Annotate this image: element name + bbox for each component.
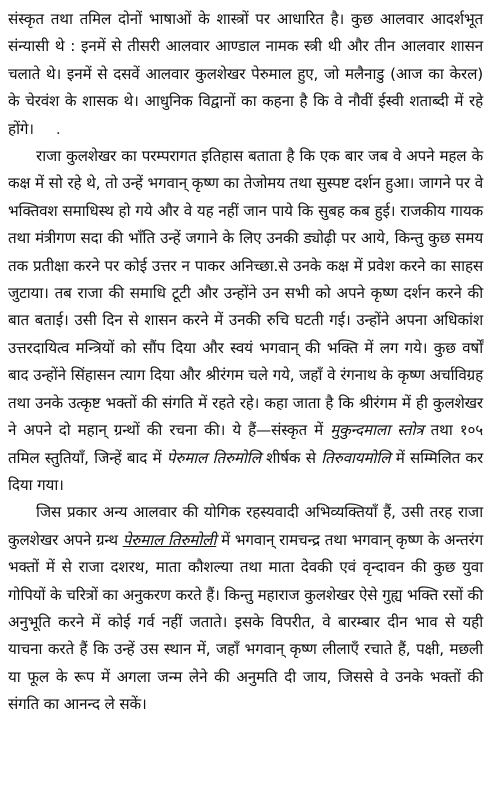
- paragraph-history-text-b: तथा १०५ तमिल स्तुतियाँ, जिन्हें बाद में: [8, 421, 484, 467]
- paragraph-aalvar-intro-text: संस्कृत तथा तमिल दोनों भाषाओं के शास्त्रों पर आधारित है। कुछ आलवार आदर्शभूत संन्यासी थे : इनमें से तीसरी आलवार आण्डाल नामक स्त्री थी और तीन आलवार शासन चलाते थे। इनमें से दसवें आलवार कुलशेखर पेरुमाल हुए, जो मलैनाडु (आज का केरल) के चेरवंश के शासक थे। आधुनिक विद्वानों का कहना है कि वे नौवीं ईस्वी शताब्दी में रहे होंगे।: [8, 10, 483, 138]
- paragraph-history-text-a: राजा कुलशेखर का परम्परागत इतिहास बताता है कि एक बार जब वे अपने महल के कक्ष में सो रहे थे, तो उन्हें भगवान् कृष्ण का तेजोमय तथा सुस्पष्ट दर्शन हुआ। जागने पर वे भक्तिवश समाधिस्थ हो गये और वे यह नहीं जान पाये कि सुबह कब हुई। राजकीय गायक तथा मंत्रीगण सदा की भाँति उन्हें जगाने के लिए उनकी ड्योढ़ी पर आये, किन्तु कुछ समय तक प्रतीक्षा करने पर कोई उत्तर न पाकर अनिच्छा.से उनके कक्ष में प्रवेश करने का साहस जुटाया। तब राजा की समाधि टूटी और उन्होंने उन सभी को अपने कृष्ण दर्शन करने की बात बताई। उसी दिन से शासन करने में उनकी रुचि घटती गई। उन्होंने अपना अधिकांश उत्तरदायित्व मन्त्रियों को सौंप दिया और स्वयं भगवान् की भक्ति में लग गये। कुछ वर्षों बाद उन्होंने सिंहासन त्याग दिया और श्रीरंगम चले गये, जहाँ वे रंगनाथ के कृष्ण अर्चाविग्रह तथा उनके उत्कृष्ट भक्तों की संगति में रहते रहे। कहा जाता है कि श्रीरंगम में ही कुलशेखर ने अपने दो महान् ग्रन्थों की रचना की। ये हैं—संस्कृत में: [8, 147, 483, 440]
- paragraph-mystic-text-b: में भगवान् रामचन्द्र तथा भगवान् कृष्ण के अन्तरंग भक्तों में से राजा दशरथ, माता कौशल्या तथा माता देवकी एवं वृन्दावन की कुछ युवा गोपियों के चरित्रों का अनुकरण करते हैं। किन्तु महाराज कुलशेखर ऐसे गुह्य भक्ति रसों की अनुभूति करने में कोई गर्व नहीं जताते। इसके विपरीत, वे बारम्बार दीन भाव से यही याचना करते हैं कि उन्हें उस स्थान में, जहाँ भगवान् कृष्ण लीलाएँ रचाते हैं, पक्षी, मछली या फूल के रूप में अगला जन्म लेने की अनुमति दी जाय, जिससे वे उनके भक्तों की संगति का आनन्द ले सकें।: [8, 530, 483, 714]
- title-perumal-tirumoli-underlined: पेरुमाल तिरुमोली: [122, 530, 217, 549]
- paragraph-kulashekhara-history: [8, 143, 483, 499]
- stray-mark: .: [55, 119, 61, 138]
- title-perumal-tirumoli: पेरुमाल तिरुमोलि: [166, 448, 261, 467]
- paragraph-history-text-c: शीर्षक से: [260, 448, 322, 467]
- paragraph-mystic-text-a: जिस प्रकार अन्य आलवार की योगिक रहस्यवादी अभिव्यक्तियाँ हैं, उसी तरह राजा कुलशेखर अपने ग्रन्थ: [8, 503, 483, 549]
- title-mukunda-mala-stotra: मुकुन्दमाला स्तोत्र: [330, 421, 424, 440]
- paragraph-mystic-expressions: [8, 499, 483, 718]
- title-tiruvayamoli: तिरुवायमोलि: [321, 448, 391, 467]
- paragraph-aalvar-intro: [8, 6, 483, 143]
- paragraph-history-text-d: में सम्मिलित कर दिया गया।: [8, 448, 484, 494]
